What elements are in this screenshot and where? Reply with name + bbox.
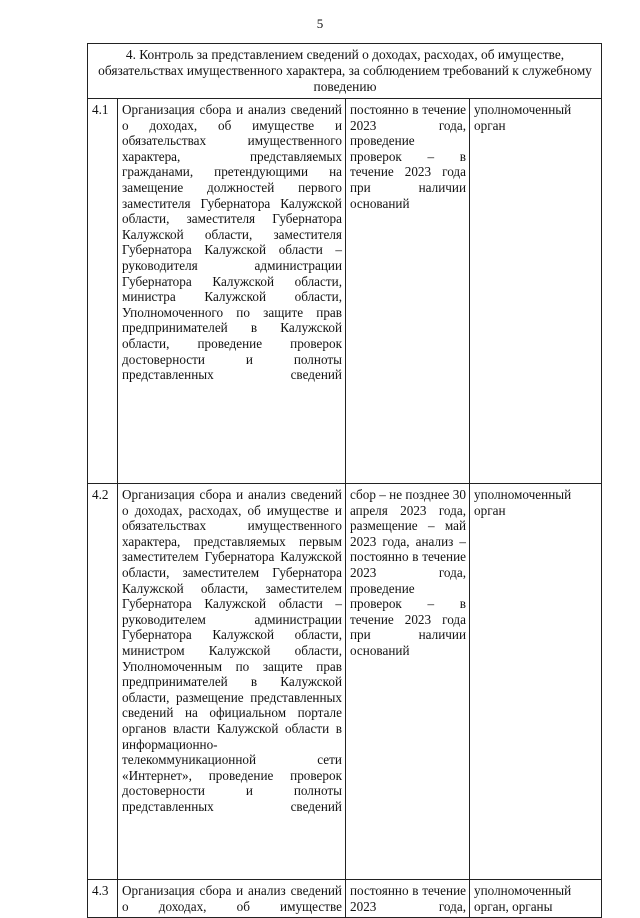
table-row bbox=[88, 880, 602, 918]
measure-responsible: уполномоченный орган bbox=[470, 484, 602, 880]
measure-description: Организация сбора и анализ сведений о доходах, об имуществе и обязательствах имущественного характера, представляемых гражданами, претендующими на замещение должностей первого заместителя Губернатора Калужской области, заместителя Губернатора Калужской области, заместителя Губернатора Калужской области – руководителя администрации Губернатора Калужской области, министра Калужской области, Уполномоченного по защите прав предпринимателей в Калужской области, проведение проверок достоверности и полноты представленных сведений bbox=[118, 99, 346, 484]
table-row bbox=[88, 484, 602, 880]
measure-term: постоянно в течение 2023 года, bbox=[346, 880, 470, 918]
row-number: 4.3 bbox=[88, 880, 118, 918]
table-row bbox=[88, 99, 602, 484]
measures-table bbox=[87, 43, 602, 918]
measure-term: постоянно в течение 2023 года, проведение проверок – в течение 2023 года при наличии оснований bbox=[346, 99, 470, 484]
section-heading-row bbox=[88, 44, 602, 99]
measure-responsible: уполномоченный орган, органы bbox=[470, 880, 602, 918]
section-heading: 4. Контроль за представлением сведений о доходах, расходах, об имуществе, обязательствах имущественного характера, за соблюдением требований к служебному поведению bbox=[88, 44, 602, 99]
measure-term: сбор – не позднее 30 апреля 2023 года, размещение – май 2023 года, анализ – постоянно в течение 2023 года, проведение проверок – в течение 2023 года при наличии оснований bbox=[346, 484, 470, 880]
row-number: 4.1 bbox=[88, 99, 118, 484]
page-number: 5 bbox=[316, 16, 324, 31]
measure-description: Организация сбора и анализ сведений о доходах, об имуществе bbox=[118, 880, 346, 918]
row-number: 4.2 bbox=[88, 484, 118, 880]
measure-description: Организация сбора и анализ сведений о доходах, расходах, об имуществе и обязательствах имущественного характера, представляемых первым заместителем Губернатора Калужской области, заместителем Губернатора Калужской области, заместителем Губернатора Калужской области – руководителем администрации Губернатора Калужской области, министром Калужской области, Уполномоченным по защите прав предпринимателей в Калужской области, размещение представленных сведений на официальном портале органов власти Калужской области в информационно-телекоммуникационной сети «Интернет», проведение проверок достоверности и полноты представленных сведений bbox=[118, 484, 346, 880]
measure-responsible: уполномоченный орган bbox=[470, 99, 602, 484]
